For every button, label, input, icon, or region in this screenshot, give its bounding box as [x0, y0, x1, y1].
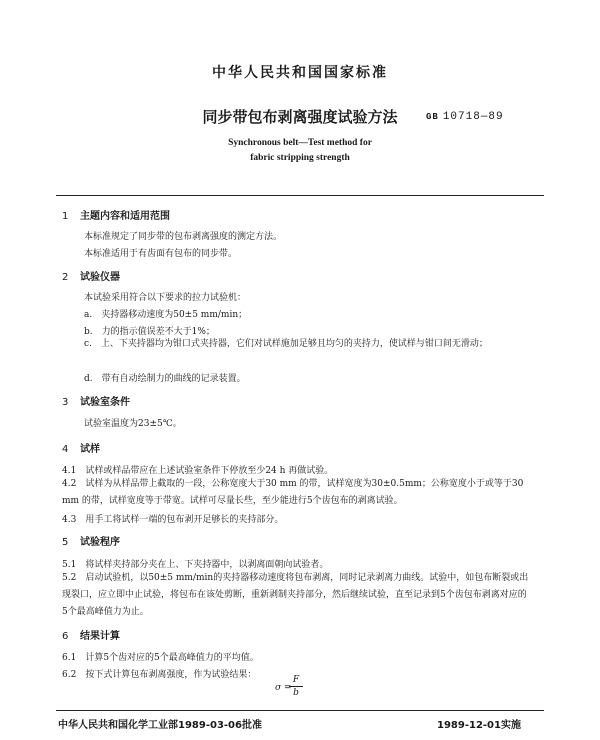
gb-prefix: GB — [426, 112, 439, 122]
section-2-item-d: d. 带有自动绘制力的曲线的记录装置。 — [84, 374, 246, 384]
section-3-para-1: 试验室温度为23±5℃。 — [84, 419, 182, 429]
footer-rule — [56, 710, 544, 711]
standard-org-title: 中华人民共和国国家标准 — [212, 65, 388, 81]
formula — [275, 675, 300, 698]
section-2-heading: 2 试验仪器 — [62, 272, 120, 283]
section-4-item-2: 4.2 试样为从样品带上截取的一段，公称宽度大于30 mm 的带，试样宽度为30±0.5mm；公称宽度小于或等于30 mm 的带，试样宽度等于带宽。试样可尽量长些，至少能进行5个齿包布的剥离试验。 — [62, 479, 524, 506]
standard-code — [426, 111, 504, 123]
formula-fraction — [289, 675, 303, 698]
section-2-item-a: a. 夹持器移动速度为50±5 mm/min； — [84, 310, 248, 320]
section-5-item-2: 5.2 启动试验机，以50±5 mm/min的夹持器移动速度将包布剥离，同时记录剥离力曲线。试验中，如包布断裂或出现裂口，应立即中止试验，将包布在该处剪断，重新剥制夹持部分，然后继续试验，直至记录到5个齿包布剥离对应的5个最高峰值力为止。 — [62, 573, 529, 617]
section-5-heading: 5 试验程序 — [62, 537, 120, 548]
section-2-intro: 本试验采用符合以下要求的拉力试验机： — [84, 293, 247, 303]
section-3-heading: 3 试验室条件 — [62, 397, 130, 408]
section-5-item-1: 5.1 将试样夹持部分夹在上、下夹持器中，以剥离面朝向试验者。 — [62, 560, 329, 570]
section-2-item-c: c. 上、下夹持器均为钳口式夹持器，它们对试样施加足够且均匀的夹持力，使试样与钳口间无滑动； — [84, 339, 488, 349]
section-6-heading: 6 结果计算 — [62, 631, 120, 642]
section-6-item-1: 6.1 计算5个齿对应的5个最高峰值力的平均值。 — [62, 653, 259, 663]
document-title: 同步带包布剥离强度试验方法 — [202, 108, 398, 126]
section-1-para-2: 本标准适用于有齿面有包布的同步带。 — [84, 249, 238, 259]
footer-approval: 中华人民共和国化学工业部1989-03-06批准 — [58, 720, 262, 731]
gb-number: 10718—89 — [442, 111, 504, 123]
formula-denominator: b — [293, 688, 299, 698]
section-1-para-1: 本标准规定了同步带的包布剥离强度的测定方法。 — [84, 232, 283, 242]
section-4-item-3: 4.3 用手工将试样一端的包布剥开足够长的夹持部分。 — [62, 515, 284, 525]
header-rule — [56, 195, 544, 196]
section-4-heading: 4 试样 — [62, 444, 100, 455]
english-title-line2: fabric stripping strength — [250, 153, 350, 163]
section-2-item-b: b. 力的指示值误差不大于1%； — [84, 327, 215, 337]
section-6-item-2: 6.2 按下式计算包布剥离强度，作为试验结果： — [62, 670, 257, 680]
formula-numerator: F — [292, 675, 300, 685]
footer-implementation: 1989-12-01实施 — [437, 720, 521, 731]
english-title-line1: Synchronous belt—Test method for — [228, 138, 372, 148]
section-4-item-1: 4.1 试样或样品带应在上述试验室条件下停放至少24 h 再做试验。 — [62, 466, 334, 476]
formula-lhs: σ = — [275, 683, 292, 693]
section-1-heading: 1 主题内容和适用范围 — [62, 211, 170, 222]
